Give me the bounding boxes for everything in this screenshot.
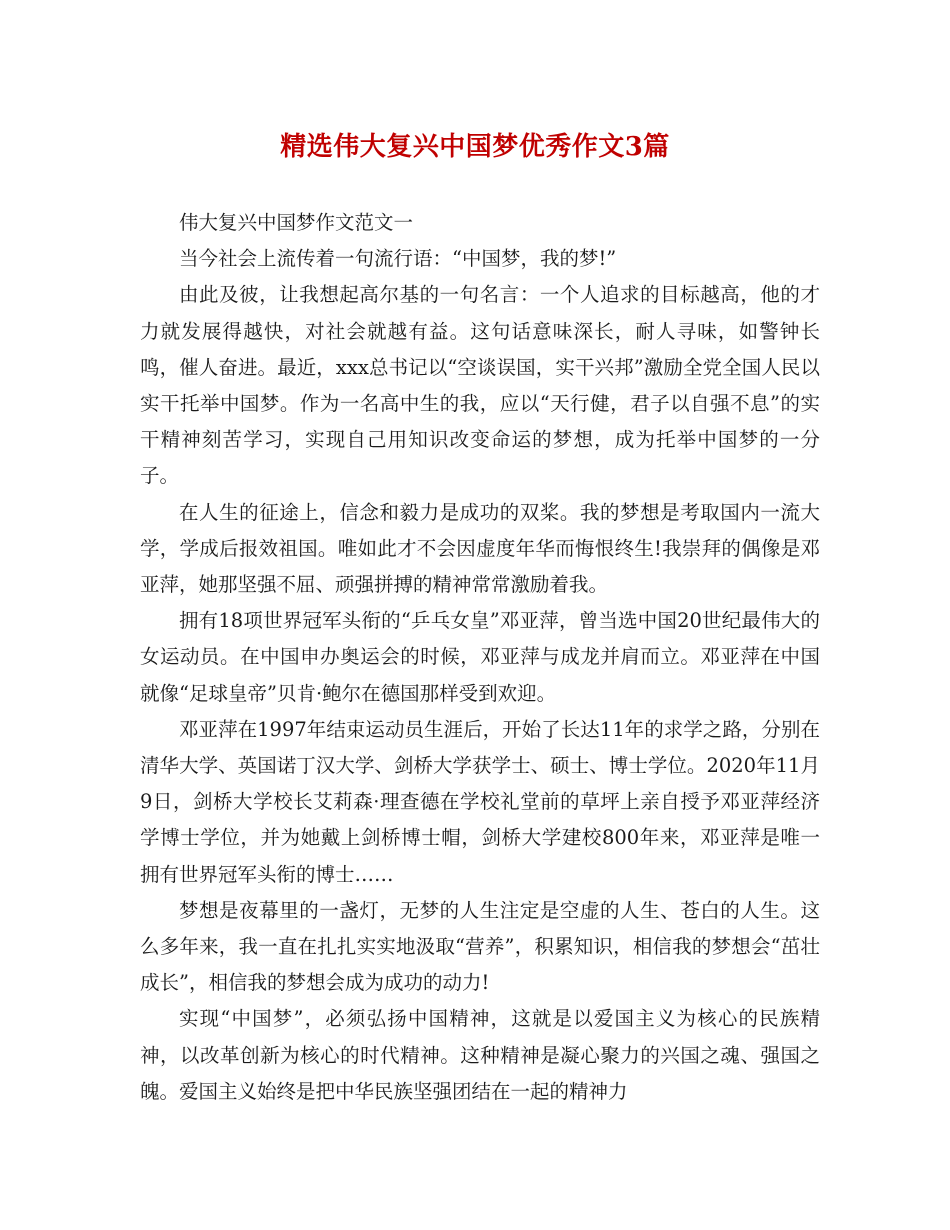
paragraph: 实现“中国梦”，必须弘扬中国精神，这就是以爱国主义为核心的民族精神，以改革创新为核心的时代精神。这种精神是凝心聚力的兴国之魂、强国之魄。爱国主义始终是把中华民族坚强团结在一起的精神力 bbox=[140, 1007, 820, 1103]
paragraph: 当今社会上流传着一句流行语：“中国梦，我的梦!” bbox=[179, 247, 617, 271]
paragraph: 在人生的征途上，信念和毅力是成功的双桨。我的梦想是考取国内一流大学，学成后报效祖国。唯如此才不会因虚度年华而悔恨终生!我崇拜的偶像是邓亚萍，她那坚强不屈、顽强拼搏的精神常常激励着我。 bbox=[140, 500, 820, 597]
section-heading: 伟大复兴中国梦作文范文一 bbox=[179, 211, 414, 234]
paragraph: 邓亚萍在1997年结束运动员生涯后，开始了长达11年的求学之路，分别在清华大学、英国诺丁汉大学、剑桥大学获学士、硕士、博士学位。2020年11月9日，剑桥大学校长艾莉森·理查德在学校礼堂前的草坪上亲自授予邓亚萍经济学博士学位，并为她戴上剑桥博士帽，剑桥大学建校800年来，邓亚萍是唯一拥有世界冠军头衔的博士…… bbox=[140, 717, 820, 886]
paragraph: 梦想是夜幕里的一盏灯，无梦的人生注定是空虚的人生、苍白的人生。这么多年来，我一直在扎扎实实地汲取“营养”，积累知识，相信我的梦想会“茁壮成长”，相信我的梦想会成为成功的动力! bbox=[140, 898, 820, 995]
paragraph: 拥有18项世界冠军头衔的“乒乓女皇”邓亚萍，曾当选中国20世纪最伟大的女运动员。在中国申办奥运会的时候，邓亚萍与成龙并肩而立。邓亚萍在中国就像“足球皇帝”贝肯·鲍尔在德国那样受到欢迎。 bbox=[140, 609, 820, 705]
document-title: 精选伟大复兴中国梦优秀作文3篇 bbox=[280, 132, 670, 162]
paragraph: 由此及彼，让我想起高尔基的一句名言：一个人追求的目标越高，他的才力就发展得越快，对社会就越有益。这句话意味深长，耐人寻味，如警钟长鸣，催人奋进。最近，xxx总书记以“空谈误国，实干兴邦”激励全党全国人民以实干托举中国梦。作为一名高中生的我，应以“天行健，君子以自强不息”的实干精神刻苦学习，实现自己用知识改变命运的梦想，成为托举中国梦的一分子。 bbox=[140, 283, 820, 488]
document-body bbox=[140, 205, 820, 1110]
